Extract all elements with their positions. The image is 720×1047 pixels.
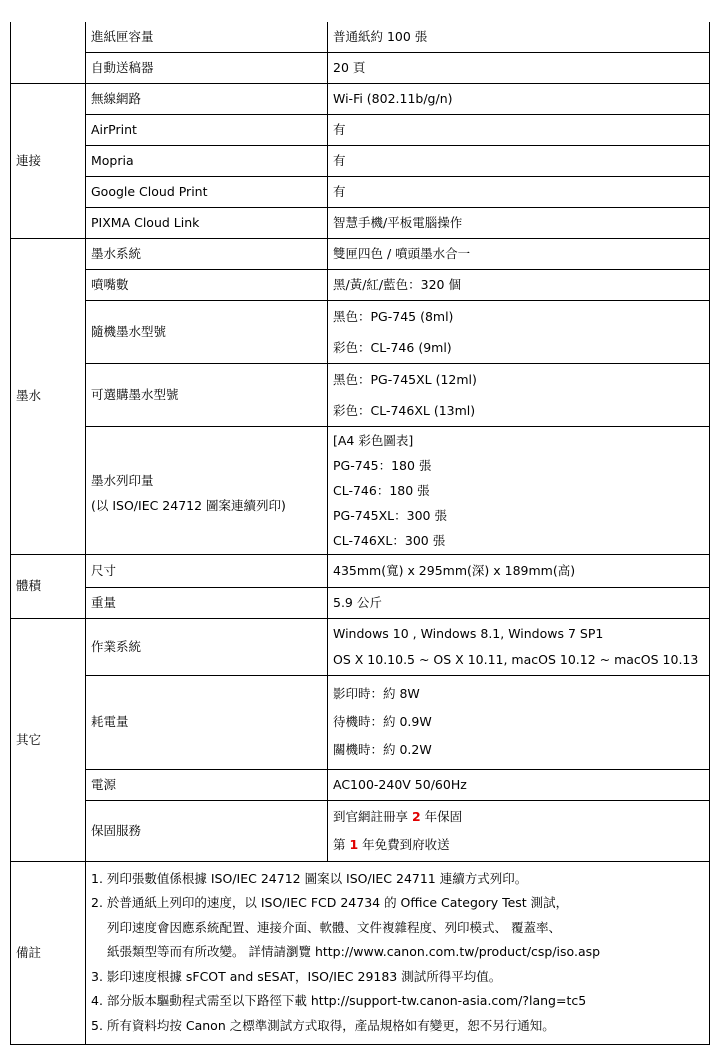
spec-row-tray [11, 22, 710, 52]
spec-row-power-consumption [11, 675, 710, 769]
spec-label: PIXMA Cloud Link [86, 207, 328, 238]
spec-label: 作業系統 [86, 618, 328, 675]
spec-label: 墨水系統 [86, 238, 328, 269]
spec-value: 有 [328, 145, 710, 176]
value-line: 待機時：約 0.9W [333, 714, 432, 729]
category-ink: 墨水 [11, 238, 86, 554]
spec-row-pixma-cloud-link [11, 207, 710, 238]
value-line: Windows 10 , Windows 8.1, Windows 7 SP1 [333, 625, 604, 641]
spec-label: 重量 [86, 587, 328, 618]
spec-row-size [11, 554, 710, 587]
value-line: 彩色：CL-746XL (13ml) [333, 402, 476, 418]
spec-label [86, 426, 328, 554]
spec-label: 電源 [86, 769, 328, 800]
category-volume: 體積 [11, 554, 86, 618]
spec-label: 耗電量 [86, 675, 328, 769]
spec-value: 5.9 公斤 [328, 587, 710, 618]
spec-value-multiline [328, 426, 710, 554]
spec-row-notes [11, 861, 710, 1044]
spec-row-mopria [11, 145, 710, 176]
spec-value: 有 [328, 114, 710, 145]
spec-value-multiline [328, 300, 710, 363]
value-line: 影印時：約 8W [333, 686, 420, 701]
spec-row-nozzles [11, 269, 710, 300]
spec-label: 隨機墨水型號 [86, 300, 328, 363]
spec-label: 保固服務 [86, 800, 328, 861]
spec-value: AC100-240V 50/60Hz [328, 769, 710, 800]
spec-row-ink-system [11, 238, 710, 269]
value-line: [A4 彩色圖表] [333, 432, 414, 448]
spec-table [10, 22, 710, 1045]
spec-value-multiline [328, 618, 710, 675]
category-notes: 備註 [11, 861, 86, 1044]
spec-value: 435mm(寬) x 295mm(深) x 189mm(高) [328, 554, 710, 587]
note-line: 3. 影印速度根據 sFCOT and sESAT，ISO/IEC 29183 測試所得平均值。 [91, 968, 502, 984]
spec-value: 雙匣四色 / 噴頭墨水合一 [328, 238, 710, 269]
spec-label: 尺寸 [86, 554, 328, 587]
value-line: 彩色：CL-746 (9ml) [333, 339, 452, 355]
note-line: 5. 所有資料均按 Canon 之標準測試方式取得，產品規格如有變更，恕不另行通知。 [91, 1017, 555, 1033]
spec-row-google-cloud-print [11, 176, 710, 207]
spec-row-power-source [11, 769, 710, 800]
value-line: 黑色：PG-745 (8ml) [333, 308, 454, 324]
note-line: 4. 部分版本驅動程式需至以下路徑下載 http://support-tw.canon-asia.com/?lang=tc5 [91, 993, 587, 1009]
spec-label: Google Cloud Print [86, 176, 328, 207]
warranty-first-year: 1 [349, 836, 359, 852]
note-line: 紙張類型等而有所改變。 詳情請瀏覽 http://www.canon.com.tw/product/csp/iso.asp [107, 944, 601, 960]
spec-row-airprint [11, 114, 710, 145]
label-line: (以 ISO/IEC 24712 圖案連續列印) [91, 497, 286, 513]
spec-value-multiline [328, 363, 710, 426]
spec-row-ink-yield [11, 426, 710, 554]
category-connect: 連接 [11, 83, 86, 238]
category-other: 其它 [11, 618, 86, 861]
warranty-line-2: 第 1 年免費到府收送 [333, 836, 450, 852]
spec-label: 自動送稿器 [86, 52, 328, 83]
spec-row-warranty [11, 800, 710, 861]
spec-value: Wi-Fi (802.11b/g/n) [328, 83, 710, 114]
warranty-years: 2 [411, 808, 421, 824]
spec-row-bundled-ink [11, 300, 710, 363]
spec-label: 可選購墨水型號 [86, 363, 328, 426]
spec-label: Mopria [86, 145, 328, 176]
value-line: 關機時：約 0.2W [333, 742, 432, 757]
spec-label: 進紙匣容量 [86, 22, 328, 52]
spec-row-adf [11, 52, 710, 83]
spec-value: 黑/黃/紅/藍色：320 個 [328, 269, 710, 300]
value-line: PG-745：180 張 [333, 457, 432, 473]
value-line: OS X 10.10.5 ~ OS X 10.11, macOS 10.12 ~ macOS 10.13 [333, 651, 699, 667]
spec-value: 20 頁 [328, 52, 710, 83]
spec-row-wifi [11, 83, 710, 114]
spec-value: 普通紙約 100 張 [328, 22, 710, 52]
spec-row-optional-ink [11, 363, 710, 426]
value-line: CL-746XL：300 張 [333, 532, 446, 548]
category-cell-empty [11, 22, 86, 83]
spec-label: 無線網路 [86, 83, 328, 114]
value-line: 黑色：PG-745XL (12ml) [333, 371, 477, 387]
spec-value-multiline [328, 675, 710, 769]
notes-cell [86, 861, 710, 1044]
label-line: 墨水列印量 [91, 472, 154, 488]
spec-value-multiline [328, 800, 710, 861]
value-line: CL-746：180 張 [333, 482, 430, 498]
note-line: 1. 列印張數值係根據 ISO/IEC 24712 圖案以 ISO/IEC 24711 連續方式列印。 [91, 870, 528, 886]
spec-row-os [11, 618, 710, 675]
spec-row-weight [11, 587, 710, 618]
warranty-line-1: 到官網註冊享 2 年保固 [333, 808, 463, 824]
value-line: PG-745XL：300 張 [333, 507, 447, 523]
note-line: 2. 於普通紙上列印的速度，以 ISO/IEC FCD 24734 的 Office Category Test 測試， [91, 895, 569, 911]
spec-value: 智慧手機/平板電腦操作 [328, 207, 710, 238]
spec-label: 噴嘴數 [86, 269, 328, 300]
spec-value: 有 [328, 176, 710, 207]
spec-label: AirPrint [86, 114, 328, 145]
note-line: 列印速度會因應系統配置、連接介面、軟體、文件複雜程度、列印模式、 覆蓋率、 [107, 919, 561, 935]
